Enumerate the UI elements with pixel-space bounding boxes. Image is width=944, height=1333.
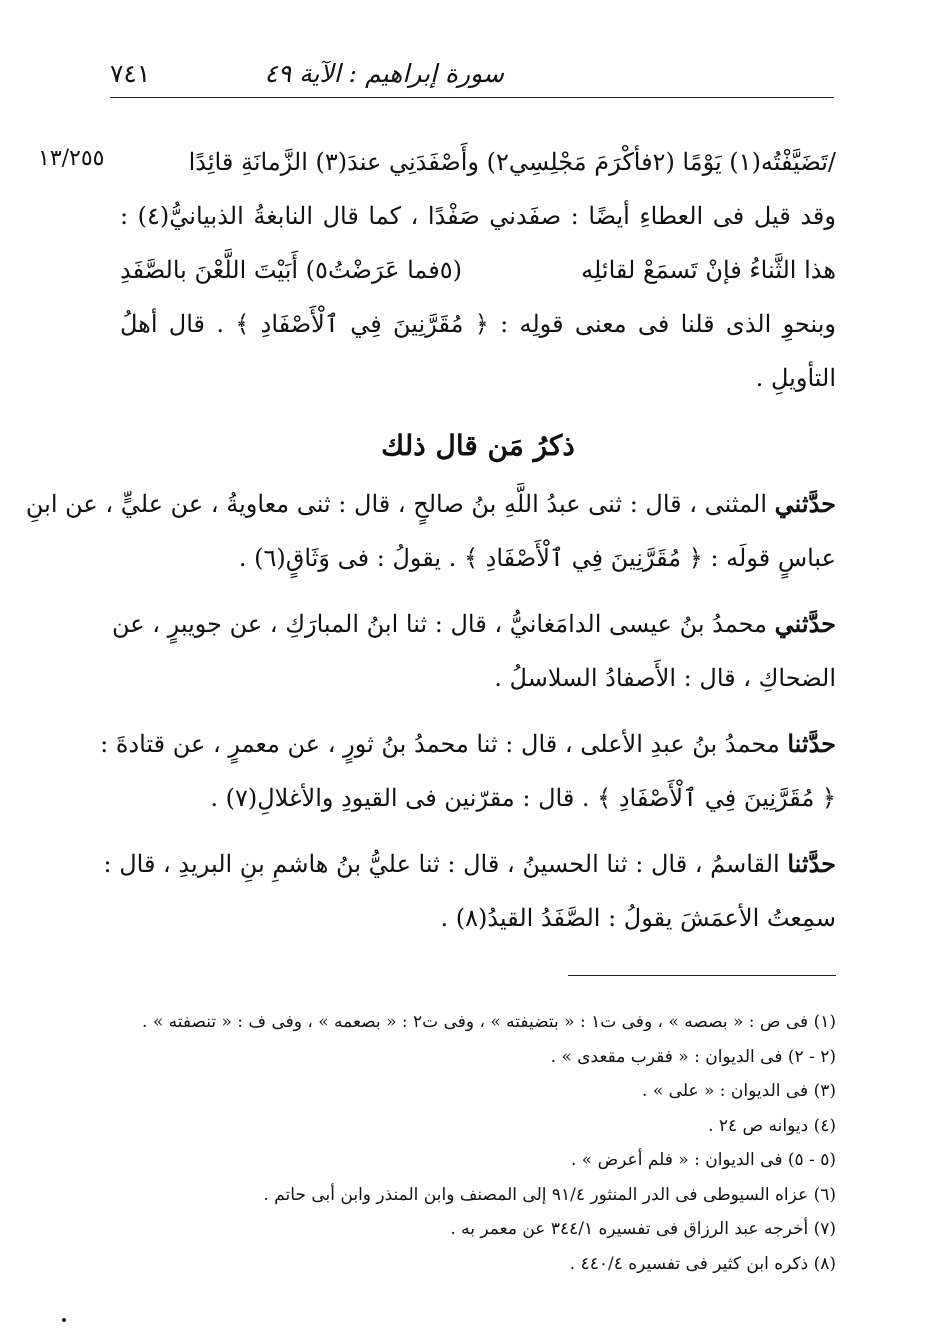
narration-text: القاسمُ ، قال : ثنا الحسينُ ، قال : ثنا عليُّ بنُ هاشمِ بنِ البريدِ ، قال : [103, 850, 780, 878]
section-heading: ذكرُ مَن قال ذلك [381, 429, 575, 462]
footnote: (٣) فى الديوان : « على » . [642, 1081, 836, 1101]
footnote: (٨) ذكره ابن كثير فى تفسيره ٤٤٠/٤ . [569, 1253, 836, 1274]
narration [112, 597, 836, 705]
narration [103, 837, 836, 945]
verse-line [120, 243, 836, 297]
narration-lead: حدَّثني [774, 489, 836, 518]
verse-hemistich-left: (٥فما عَرَضْتُ٥) أَبَيْتَ اللَّعْنَ بالصَّفَدِ [120, 256, 462, 284]
footnotes [120, 1005, 836, 1281]
footnote: (٢ - ٢) فى الديوان : « فقرب مقعدى » . [550, 1046, 836, 1067]
narration-line: سمِعتُ الأعمَشَ يقولُ : الصَّفَدُ القيدُ(٨) . [440, 904, 836, 932]
footnote: (١) فى ص : « بصصه » ، وفى ت١ : « بتضيفته » ، وفى ت٢ : « بصعمه » ، وفى ف : « تنصفته » . [142, 1012, 836, 1032]
narration [25, 477, 836, 585]
print-speck [62, 1318, 66, 1322]
narration-lead: حدَّثني [774, 609, 836, 638]
margin-reference: ١٣/٢٥٥ [38, 146, 105, 171]
header-title: سورة إبراهيم : الآية ٤٩ [264, 59, 504, 88]
narration-line: عباسٍ قولَه : ﴿ مُقَرَّنِينَ فِي ٱلْأَصْفَادِ ﴾ . يقولُ : فى وَثَاقٍ(٦) . [238, 544, 836, 572]
narration-line [25, 477, 836, 531]
footnote-rule [568, 975, 836, 976]
poem-line: /تَضَيَّفْتُه(١) يَوْمًا (٢فأكْرَمَ مَجْلِسِي٢) وأَصْفَدَنِي عندَ(٣) الزَّمانَةِ قائِدًا [188, 148, 836, 176]
footnote: (٤) ديوانه ص ٢٤ . [708, 1115, 836, 1136]
running-header [110, 55, 834, 95]
page-number: ٧٤١ [110, 59, 151, 88]
text-line: وبنحوِ الذى قلنا فى معنى قولِه : ﴿ مُقَرَّنِينَ فِي ٱلْأَصْفَادِ ﴾ . قال أهلُ [120, 310, 836, 338]
narration-line [112, 597, 836, 651]
footnote: (٧) أخرجه عبد الرزاق فى تفسيره ٣٤٤/١ عن معمر به . [450, 1219, 836, 1239]
footnote: (٦) عزاه السيوطى فى الدر المنثور ٩١/٤ إلى المصنف وابن المنذر وابن أبى حاتم . [263, 1184, 836, 1205]
narration [100, 717, 836, 825]
narration-line: الضحاكِ ، قال : الأَصفادُ السلاسلُ . [494, 664, 836, 692]
verse-hemistich-right: هذا الثَّناءُ فإنْ تَسمَعْ لقائلِه [581, 256, 836, 284]
narration-line [100, 717, 836, 771]
narration-lead: حدَّثنا [787, 729, 836, 758]
narration-line [103, 837, 836, 891]
narration-text: محمدُ بنُ عيسى الدامَغانيُّ ، قال : ثنا ابنُ المبارَكِ ، عن جويبرٍ ، عن [112, 610, 767, 638]
text-line: وقد قيل فى العطاءِ أيضًا : صفَدني صَفْدًا ، كما قال النابغةُ الذبيانيُّ(٤) : [120, 202, 836, 230]
narration-text: المثنى ، قال : ثنى عبدُ اللَّهِ بنُ صالحٍ ، قال : ثنى معاويةُ ، عن عليٍّ ، عن ابنِ [25, 490, 767, 518]
narration-text: محمدُ بنُ عبدِ الأعلى ، قال : ثنا محمدُ بنُ ثورٍ ، عن معمرٍ ، عن قتادةَ : [100, 730, 780, 758]
footnote: (٥ - ٥) فى الديوان : « فلم أعرض » . [571, 1150, 836, 1170]
text-line: التأويلِ . [755, 364, 836, 392]
header-rule [110, 97, 834, 98]
narration-lead: حدَّثنا [787, 849, 836, 878]
narration-line: ﴿ مُقَرَّنِينَ فِي ٱلْأَصْفَادِ ﴾ . قال : مقرّنين فى القيودِ والأغلالِ(٧) . [210, 784, 836, 812]
